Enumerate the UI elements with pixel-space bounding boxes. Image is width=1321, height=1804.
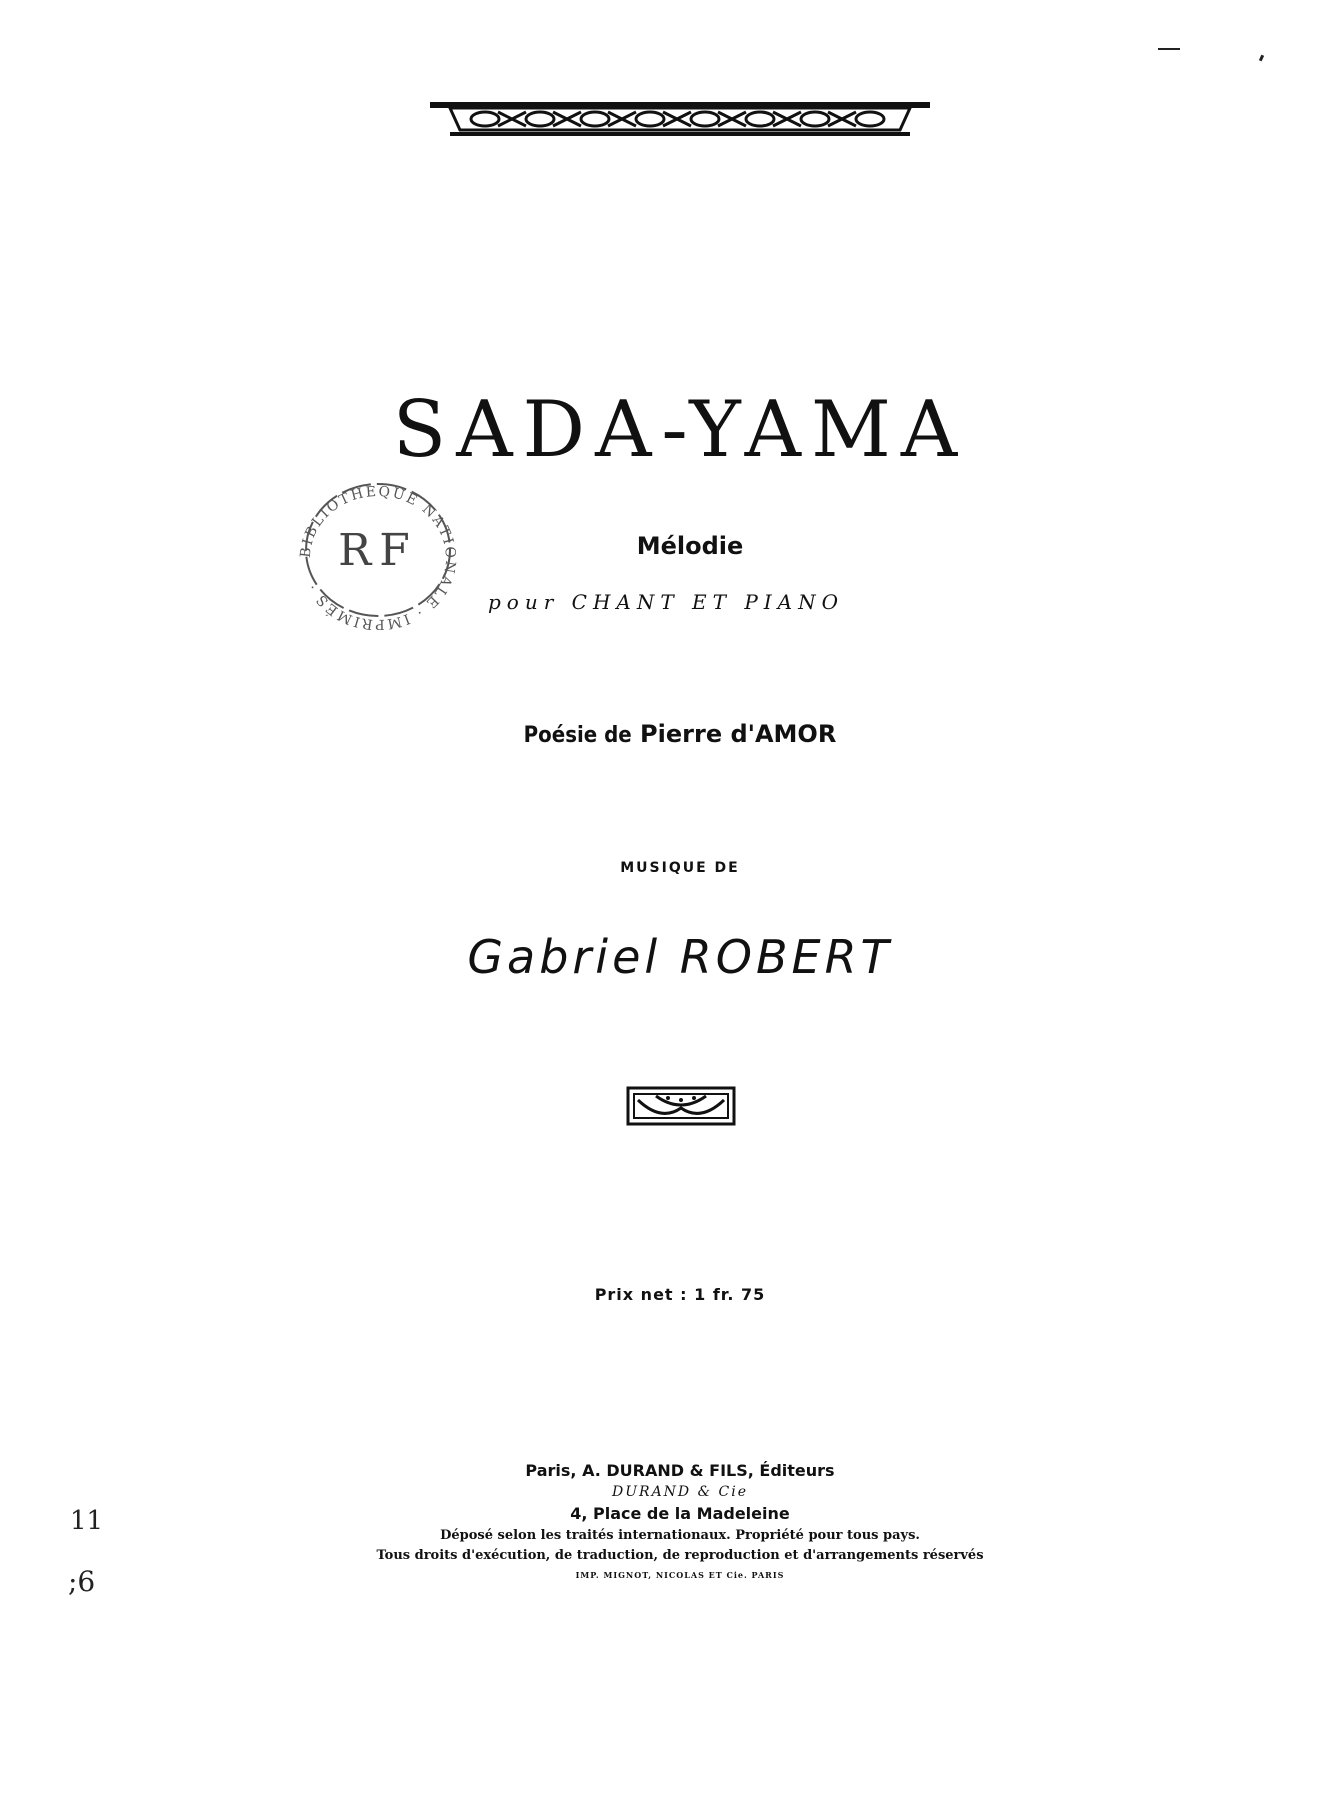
page-title: SADA-YAMA [392,385,968,475]
stray-tick-mark [1259,55,1264,62]
poet-name: Pierre d'AMOR [640,720,837,748]
publisher-line: Paris, A. DURAND & FILS, Éditeurs [525,1461,835,1480]
subtitle: Mélodie [636,532,744,560]
publisher-block [330,1460,1030,1584]
rights-line: Tous droits d'exécution, de traduction, de reproduction et d'arrangements réservés [376,1548,984,1563]
instrumentation: pour CHANT ET PIANO [488,590,845,614]
price: Prix net : 1 fr. 75 [594,1285,766,1304]
publisher-address: 4, Place de la Madeleine [570,1504,790,1523]
stamp-ring-text: BIBLIOTHÈQUE NATIONALE · IMPRIMÉS · [297,483,459,630]
margin-handwriting: 11 [70,1506,104,1536]
library-stamp [288,470,468,630]
publisher-line: DURAND & Cie [612,1484,748,1500]
stray-dash-mark [1158,48,1180,50]
copyright-line: Déposé selon les traités internationaux. Propriété pour tous pays. [440,1528,920,1543]
center-ornament [626,1086,736,1126]
stamp-initials: RF [338,525,418,576]
header-ornament [430,100,930,142]
poetry-prefix: Poésie de [523,723,632,748]
margin-handwriting: ;6 [68,1565,96,1598]
composer-name: Gabriel ROBERT [467,930,893,984]
poetry-credit [500,720,860,748]
music-label: MUSIQUE DE [620,860,740,876]
printer-line: IMP. MIGNOT, NICOLAS ET Cie. PARIS [575,1570,785,1580]
